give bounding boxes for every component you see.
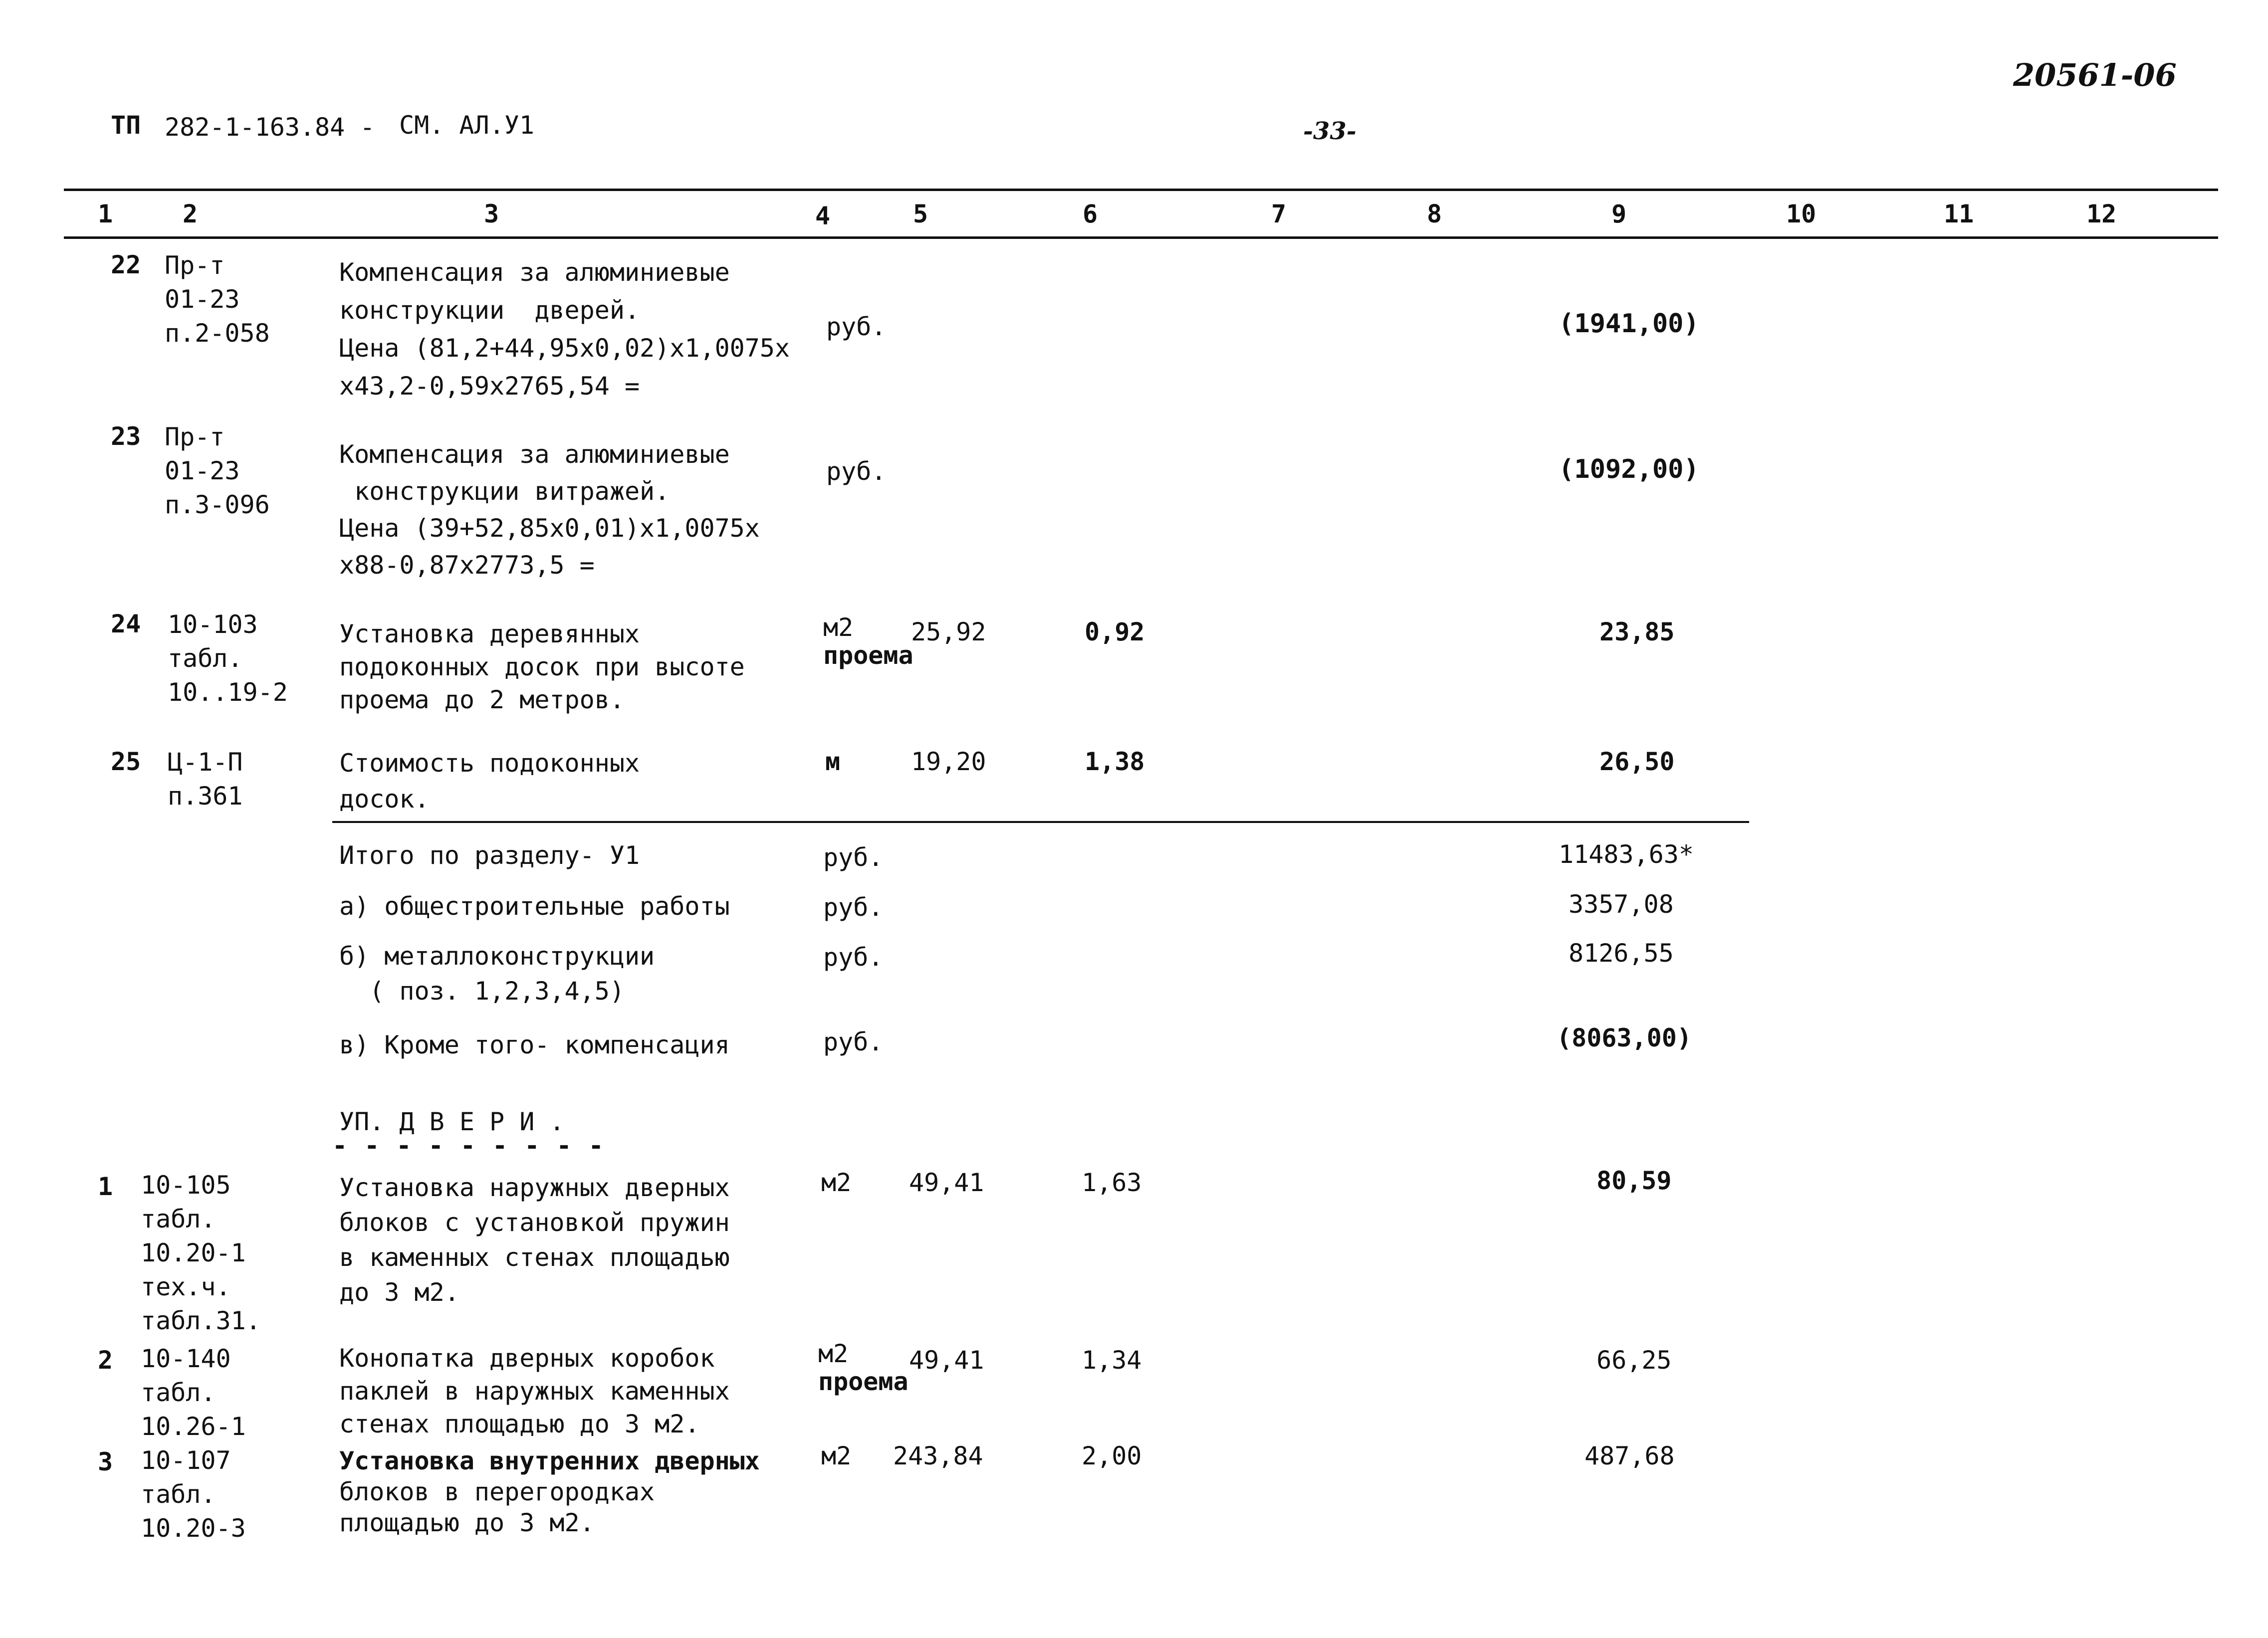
row-number: 24 bbox=[111, 610, 141, 638]
summary-label: б) металлоконструкции bbox=[339, 942, 655, 971]
code-line: Ц-1-П bbox=[168, 748, 243, 777]
code-line: тех.ч. bbox=[141, 1272, 231, 1301]
row-total: 66,25 bbox=[1596, 1346, 1672, 1375]
summary-unit: руб. bbox=[823, 893, 884, 922]
row-code bbox=[141, 1168, 261, 1338]
row-quantity: 49,41 bbox=[909, 1346, 984, 1375]
doc-code-number: 282-1-163.84 - bbox=[165, 113, 375, 142]
row-description bbox=[339, 436, 760, 584]
col-header-3: 3 bbox=[484, 200, 499, 228]
unit-line: проема bbox=[818, 1367, 908, 1396]
row-quantity: 25,92 bbox=[911, 617, 986, 646]
col-header-5: 5 bbox=[913, 200, 928, 228]
code-line: 10.20-3 bbox=[141, 1514, 246, 1543]
row-unit: м2 bbox=[821, 1441, 852, 1470]
row-unit: руб. bbox=[826, 457, 887, 486]
description-line: проема до 2 метров. bbox=[339, 685, 625, 714]
description-line: Конопатка дверных коробок bbox=[339, 1344, 715, 1373]
description-line: Компенсация за алюминиевые bbox=[339, 258, 730, 287]
row-quantity: 19,20 bbox=[911, 747, 986, 776]
code-line: п.3-096 bbox=[165, 490, 270, 519]
code-line: 10-107 bbox=[141, 1446, 231, 1475]
row-description bbox=[339, 1445, 760, 1538]
description-line: до 3 м2. bbox=[339, 1278, 459, 1307]
row-total: 80,59 bbox=[1596, 1166, 1672, 1195]
code-line: табл. bbox=[141, 1205, 216, 1233]
row-norm: 1,34 bbox=[1082, 1346, 1142, 1375]
row-description bbox=[339, 253, 790, 405]
summary-total: 11483,63* bbox=[1559, 840, 1694, 869]
unit-line: м2 bbox=[823, 613, 854, 642]
description-line: в каменных стенах площадью bbox=[339, 1243, 730, 1272]
code-line: табл.31. bbox=[141, 1306, 261, 1335]
page-number: -33- bbox=[1303, 117, 1357, 145]
description-line: стенах площадью до 3 м2. bbox=[339, 1410, 700, 1438]
row-quantity: 243,84 bbox=[893, 1441, 983, 1470]
row-norm: 1,63 bbox=[1082, 1168, 1142, 1197]
row-unit: м bbox=[825, 747, 841, 776]
row-total: (1092,00) bbox=[1559, 454, 1699, 484]
code-line: Пр-т bbox=[165, 422, 225, 451]
description-line: Стоимость подоконных bbox=[339, 749, 640, 778]
row-number: 22 bbox=[111, 250, 141, 279]
description-line: Установка внутренних дверных bbox=[339, 1446, 760, 1475]
row-description bbox=[339, 1170, 730, 1310]
description-line: Цена (39+52,85х0,01)х1,0075х bbox=[339, 514, 760, 543]
code-line: 10.26-1 bbox=[141, 1412, 246, 1441]
row-code bbox=[141, 1342, 246, 1443]
summary-total: (8063,00) bbox=[1557, 1024, 1692, 1052]
code-line: Пр-т bbox=[165, 251, 225, 280]
unit-line: м2 bbox=[818, 1339, 849, 1368]
code-line: п.2-058 bbox=[165, 319, 270, 348]
code-line: 01-23 bbox=[165, 456, 240, 485]
description-line: площадью до 3 м2. bbox=[339, 1508, 595, 1537]
col-header-1: 1 bbox=[98, 200, 113, 228]
row-description bbox=[339, 1342, 730, 1440]
summary-unit: руб. bbox=[823, 843, 884, 872]
row-description bbox=[339, 745, 640, 817]
code-line: 10-140 bbox=[141, 1344, 231, 1373]
row-number: 2 bbox=[98, 1346, 113, 1375]
summary-label: Итого по разделу- У1 bbox=[339, 841, 640, 870]
section-title: УП. Д В Е Р И . bbox=[339, 1107, 565, 1136]
col-header-6: 6 bbox=[1083, 200, 1098, 228]
row-number: 3 bbox=[98, 1447, 113, 1476]
row-code bbox=[168, 745, 243, 813]
col-header-8: 8 bbox=[1427, 200, 1442, 228]
row-number: 1 bbox=[98, 1172, 113, 1201]
description-line: х88-0,87х2773,5 = bbox=[339, 551, 595, 580]
row-norm: 2,00 bbox=[1082, 1441, 1142, 1470]
row-total: 23,85 bbox=[1599, 617, 1675, 646]
summary-total: 3357,08 bbox=[1569, 890, 1674, 919]
row-unit bbox=[818, 1340, 908, 1396]
row-norm: 0,92 bbox=[1085, 617, 1145, 646]
code-line: 10.20-1 bbox=[141, 1238, 246, 1267]
summary-label: а) общестроительные работы bbox=[339, 892, 730, 921]
code-line: п.361 bbox=[168, 782, 243, 811]
doc-code-prefix: ТП bbox=[111, 111, 141, 140]
row-total: 26,50 bbox=[1599, 747, 1675, 776]
col-header-12: 12 bbox=[2086, 200, 2117, 228]
description-line: Цена (81,2+44,95х0,02)х1,0075х bbox=[339, 334, 790, 363]
subtotal-rule bbox=[332, 821, 1749, 823]
row-total: 487,68 bbox=[1585, 1441, 1675, 1470]
summary-total: 8126,55 bbox=[1569, 939, 1674, 968]
section-title-underline: - - - - - - - - - bbox=[332, 1131, 605, 1160]
row-norm: 1,38 bbox=[1085, 747, 1145, 776]
description-line: конструкции дверей. bbox=[339, 296, 640, 325]
row-code bbox=[168, 608, 288, 709]
summary-unit: руб. bbox=[823, 1027, 884, 1056]
unit-line: проема bbox=[823, 641, 913, 670]
col-header-4: 4 bbox=[815, 202, 831, 230]
description-line: блоков с установкой пружин bbox=[339, 1208, 730, 1237]
archive-stamp: 20561-06 bbox=[2013, 57, 2177, 93]
col-header-10: 10 bbox=[1786, 200, 1816, 228]
description-line: х43,2-0,59х2765,54 = bbox=[339, 372, 640, 401]
row-description bbox=[339, 617, 745, 716]
description-line: Установка наружных дверных bbox=[339, 1173, 730, 1202]
code-line: 10..19-2 bbox=[168, 678, 288, 707]
table-header-rule bbox=[64, 236, 2218, 239]
description-line: подоконных досок при высоте bbox=[339, 652, 745, 681]
col-header-11: 11 bbox=[1944, 200, 1974, 228]
row-code bbox=[165, 248, 270, 350]
summary-label: в) Кроме того- компенсация bbox=[339, 1030, 730, 1059]
code-line: табл. bbox=[141, 1378, 216, 1407]
code-line: табл. bbox=[141, 1480, 216, 1509]
col-header-9: 9 bbox=[1611, 200, 1627, 228]
row-code bbox=[141, 1443, 246, 1545]
summary-unit: руб. bbox=[823, 943, 884, 972]
col-header-2: 2 bbox=[183, 200, 198, 228]
code-line: 10-105 bbox=[141, 1171, 231, 1200]
code-line: 01-23 bbox=[165, 285, 240, 314]
row-total: (1941,00) bbox=[1559, 309, 1699, 339]
row-unit bbox=[823, 614, 913, 669]
row-number: 23 bbox=[111, 422, 141, 451]
row-unit: м2 bbox=[821, 1168, 852, 1197]
row-unit: руб. bbox=[826, 312, 887, 341]
description-line: конструкции витражей. bbox=[339, 477, 670, 506]
row-quantity: 49,41 bbox=[909, 1168, 984, 1197]
description-line: Установка деревянных bbox=[339, 619, 640, 648]
code-line: 10-103 bbox=[168, 610, 258, 639]
description-line: досок. bbox=[339, 785, 430, 814]
row-code bbox=[165, 420, 270, 522]
description-line: Компенсация за алюминиевые bbox=[339, 440, 730, 469]
doc-reference: СМ. АЛ.У1 bbox=[399, 111, 534, 140]
description-line: блоков в перегородках bbox=[339, 1477, 655, 1506]
table-top-rule bbox=[64, 189, 2218, 191]
summary-label-sub: ( поз. 1,2,3,4,5) bbox=[339, 977, 625, 1006]
code-line: табл. bbox=[168, 644, 243, 673]
row-number: 25 bbox=[111, 747, 141, 776]
col-header-7: 7 bbox=[1271, 200, 1287, 228]
description-line: паклей в наружных каменных bbox=[339, 1377, 730, 1406]
